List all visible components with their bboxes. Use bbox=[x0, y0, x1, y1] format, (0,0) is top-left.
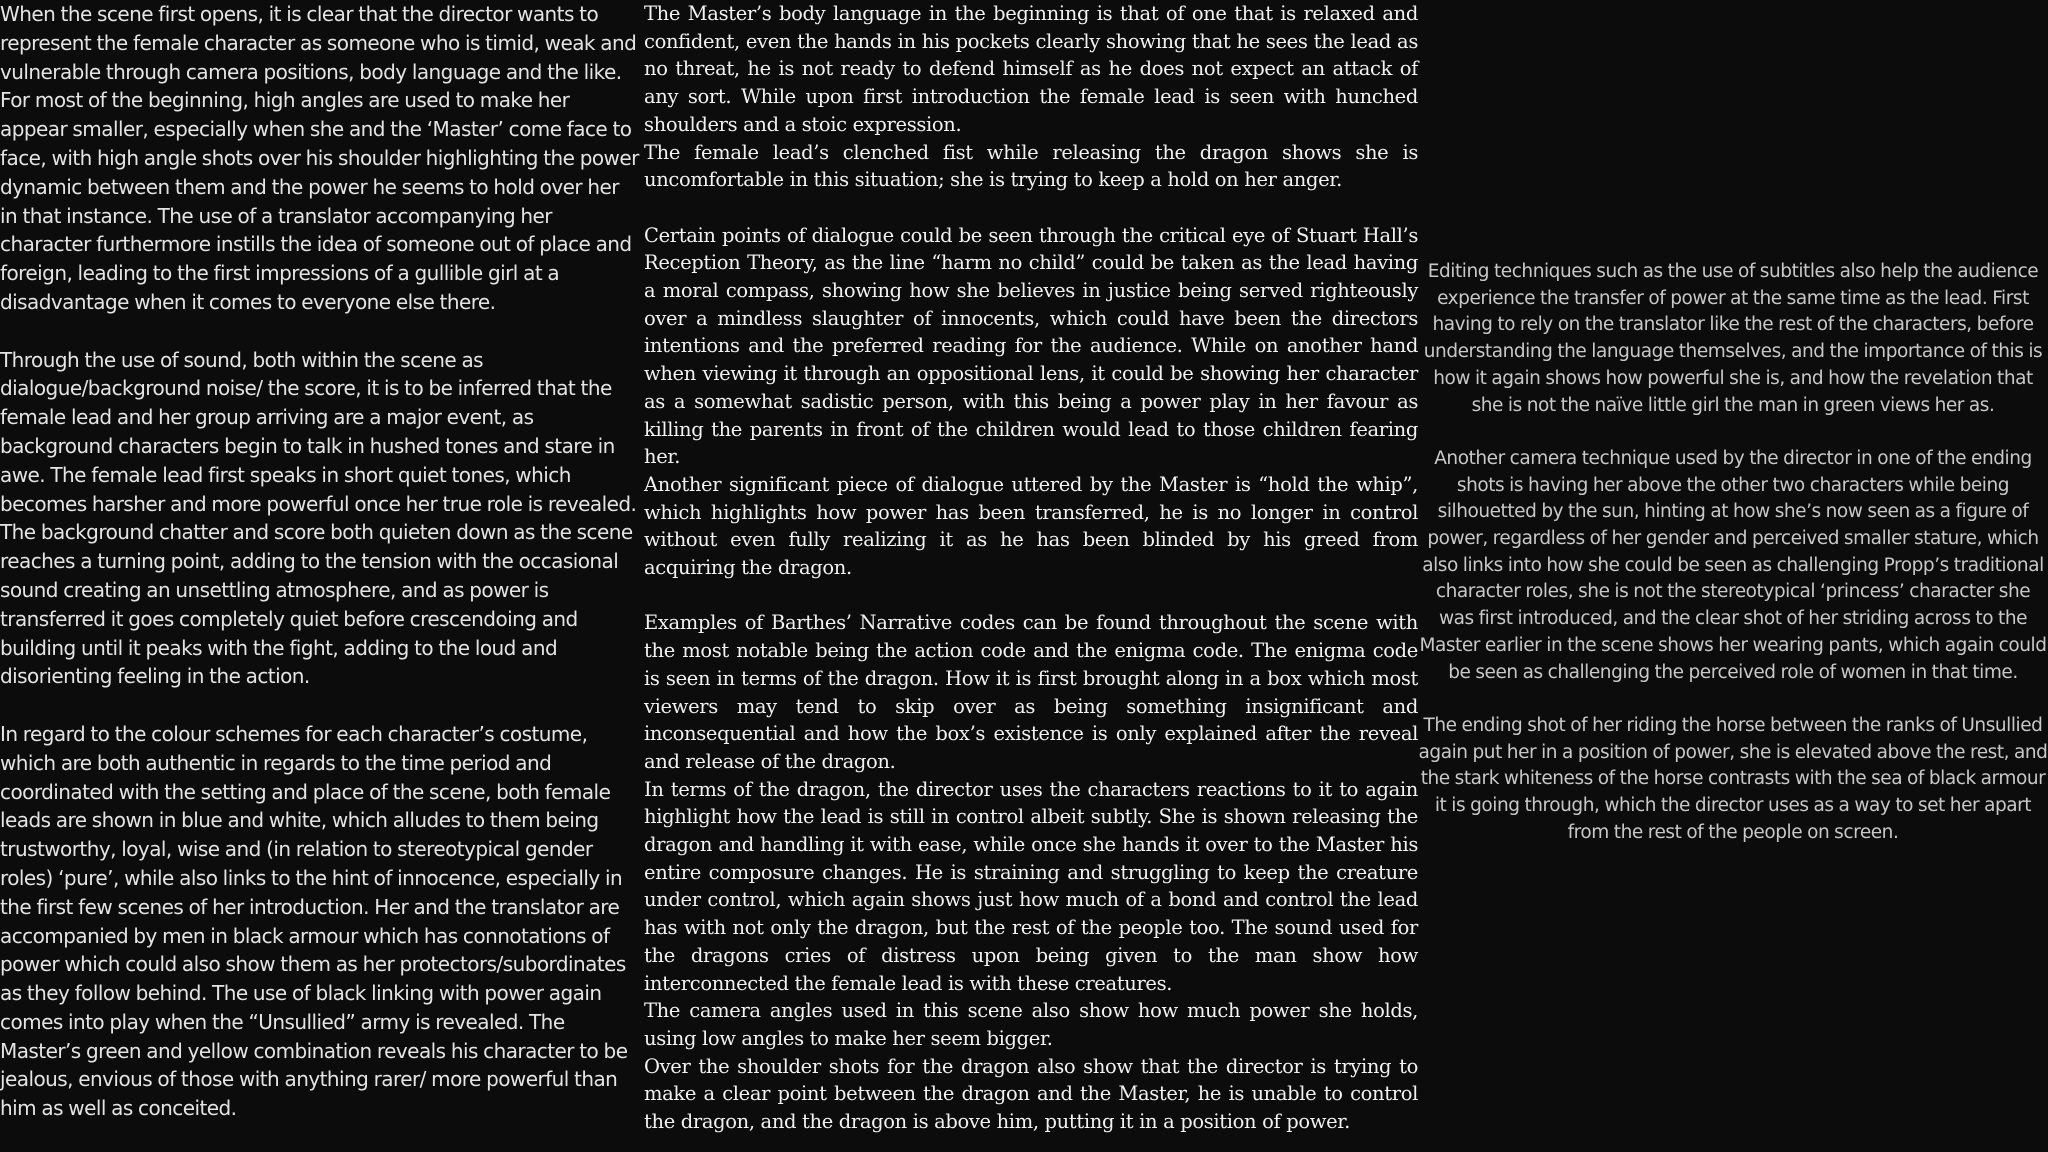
paragraph-clenched-fist: The female lead’s clenched fist while releasing the dragon shows she is uncomfortable in this situation; she is trying to keep a hold on her anger. bbox=[644, 140, 1418, 192]
paragraph-reception-theory: Certain points of dialogue could be seen through the critical eye of Stuart Hall’s Reception Theory, as the line “harm no child” could be taken as the lead having a moral compass, showing how she believes in justice being served righteously over a mindless slaughter of innocents, which could have been the directors intentions and the preferred reading for the audience. While on another hand when viewing it through an oppositional lens, it could be showing her character as a somewhat sadistic person, with this being a power play in her favour as killing the parents in front of the children would lead to those children fearing her. bbox=[644, 223, 1418, 469]
paragraph-narrative-codes: Examples of Barthes’ Narrative codes can be found throughout the scene with the most notable being the action code and the enigma code. The enigma code is seen in terms of the dragon. How it is first brought along in a box which most viewers may tend to skip over as being something insignificant and inconsequential and how the box’s existence is only explained after the reveal and release of the dragon. bbox=[644, 611, 1418, 773]
paragraph-body-language: The Master’s body language in the beginning is that of one that is relaxed and confident, even the hands in his pockets clearly showing that he sees the lead as no threat, he is not ready to defend himself as he does not expect an attack of any sort. While upon first introduction the female lead is seen with hunched shoulders and a stoic expression. bbox=[644, 2, 1418, 136]
paragraph-over-shoulder-shots: Over the shoulder shots for the dragon also show that the director is trying to make a clear point between the dragon and the Master, he is unable to control the dragon, and the dragon is above him, putting it in a position of power. bbox=[644, 1054, 1418, 1134]
left-text-column bbox=[0, 0, 640, 1123]
middle-text-column bbox=[644, 0, 1418, 1136]
paragraph-opening-scene: When the scene first opens, it is clear that the director wants to represent the female character as someone who is timid, weak and vulnerable through camera positions, body language and the like. For most of the beginning, high angles are used to make her appear smaller, especially when she and the ‘Master’ come face to face, with high angle shots over his shoulder highlighting the power dynamic between them and the power he seems to hold over her in that instance. The use of a translator accompanying her character furthermore instills the idea of someone out of place and foreign, leading to the first impressions of a gullible girl at a disadvantage when it comes to everyone else there. bbox=[0, 2, 639, 314]
right-text-column bbox=[1418, 259, 2048, 846]
paragraph-colour-schemes: In regard to the colour schemes for each character’s costume, which are both authentic in regards to the time period and coordinated with the setting and place of the scene, both female leads are shown in blue and white, which alludes to them being trustworthy, loyal, wise and (in relation to stereotypical gender roles) ‘pure’, while also links to the hint of innocence, especially in the first few scenes of her introduction. Her and the translator are accompanied by men in black armour which has connotations of power which could also show them as her protectors/subordinates as they follow behind. The use of black linking with power again comes into play when the “Unsullied” army is revealed. The Master’s green and yellow combination reveals his character to be jealous, envious of those with anything rarer/ more powerful than him as well as conceited. bbox=[0, 721, 628, 1121]
paragraph-camera-angles: The camera angles used in this scene also show how much power she holds, using low angles to make her seem bigger. bbox=[644, 999, 1418, 1050]
paragraph-dragon-reactions: In terms of the dragon, the director uses the characters reactions to it to again highlight how the lead is still in control albeit subtly. She is shown releasing the dragon and handling it with ease, while once she hands it over to the Master his entire composure changes. He is straining and struggling to keep the creature under control, which again shows just how much of a bond and control the lead has with not only the dragon, but the rest of the people too. The sound used for the dragons cries of distress upon being given to the man show how interconnected the female lead is with these creatures. bbox=[644, 777, 1418, 995]
paragraph-camera-technique: Another camera technique used by the director in one of the ending shots is having her above the other two characters while being silhouetted by the sun, hinting at how she’s now seen as a figure of power, regardless of her gender and perceived smaller stature, which also links into how she could be seen as challenging Propp’s traditional character roles, she is not the stereotypical ‘princess’ character she was first introduced, and the clear shot of her striding across to the Master earlier in the scene shows her wearing pants, which again could be seen as challenging the perceived role of women in that time. bbox=[1419, 447, 2047, 683]
paragraph-ending-shot: The ending shot of her riding the horse between the ranks of Unsullied again put her in a position of power, she is elevated above the rest, and the stark whiteness of the horse contrasts with the sea of black armour it is going through, which the director uses as a way to set her apart from the rest of the people on screen. bbox=[1418, 714, 2048, 843]
paragraph-editing-techniques: Editing techniques such as the use of subtitles also help the audience experience the transfer of power at the same time as the lead. First having to rely on the translator like the rest of the characters, before understanding the language themselves, and the importance of this is how it again shows how powerful she is, and how the revelation that she is not the naïve little girl the man in green views her as. bbox=[1423, 261, 2043, 416]
paragraph-sound: Through the use of sound, both within the scene as dialogue/background noise/ the score, it is to be inferred that the female lead and her group arriving are a major event, as background characters begin to talk in hushed tones and stare in awe. The female lead first speaks in short quiet tones, which becomes harsher and more powerful once her true role is revealed. The background chatter and score both quieten down as the scene reaches a turning point, adding to the tension with the occasional sound creating an unsettling atmosphere, and as power is transferred it goes completely quiet before crescendoing and building until it peaks with the fight, adding to the loud and disorienting feeling in the action. bbox=[0, 347, 637, 689]
paragraph-hold-the-whip: Another significant piece of dialogue uttered by the Master is “hold the whip”, which highlights how power has been transferred, he is no longer in control without even fully realizing it as he has been blinded by his greed from acquiring the dragon. bbox=[644, 472, 1418, 580]
